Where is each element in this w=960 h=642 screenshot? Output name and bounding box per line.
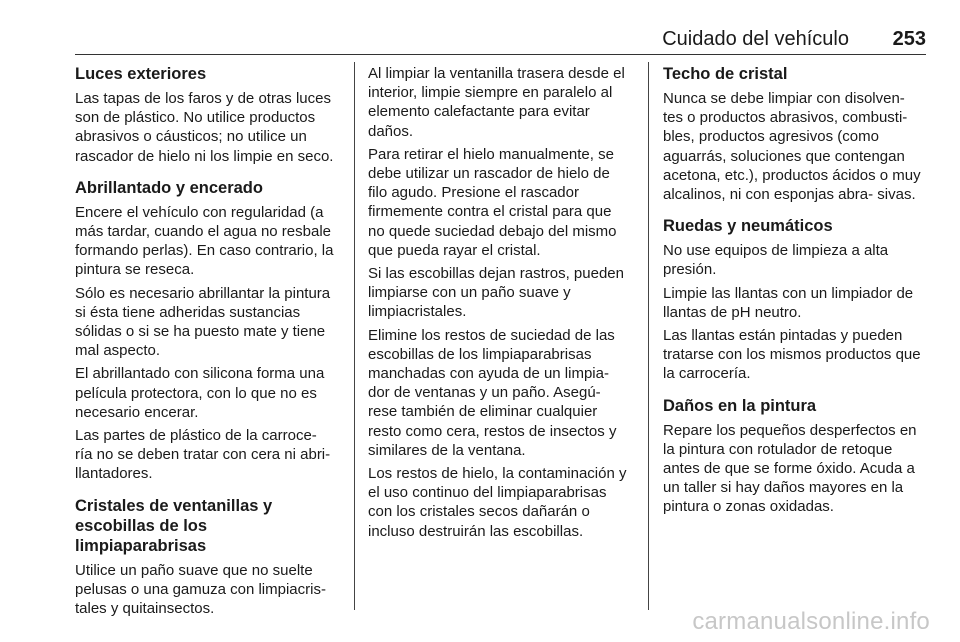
header-rule [75,54,926,55]
column-divider-2 [648,62,649,610]
heading-ruedas: Ruedas y neumáticos [663,217,833,236]
paragraph: Para retirar el hielo manualmente, se debe utilizar un rascador de hielo de filo agudo. Presione el rascador firmemente contra el cristal para que no quede suciedad debajo del mismo que pueda rayar el cristal. [368,145,617,259]
paragraph: Las llantas están pintadas y pueden tratarse con los mismos productos que la carrocería. [663,327,921,383]
paragraph: Encere el vehículo con regularidad (a más tardar, cuando el agua no resbale formando perlas). En caso contrario, la pintura se reseca. [75,203,334,279]
section-pintura [663,396,925,517]
paragraph: Las partes de plástico de la carroce- ría no se deben tratar con cera ni abri- llantadores. [75,427,331,483]
heading-cristales: Cristales de ventanillas y escobillas de los limpiaparabrisas [75,496,273,555]
section-ruedas [663,216,925,383]
column-divider-1 [354,62,355,610]
section-luces-exteriores [75,64,337,166]
paragraph: Elimine los restos de suciedad de las escobillas de los limpiaparabrisas manchadas con ayuda de un limpia- dor de ventanas y un paño. Asegú- rese también de eliminar cualquier resto como cera, restos de insectos y similares de la ventana. [368,326,617,459]
page-number: 253 [892,28,926,50]
paragraph: Las tapas de los faros y de otras luces son de plástico. No utilice productos abrasivos o cáusticos; no utilice un rascador de hielo ni los limpie en seco. [75,90,334,165]
column-2 [368,64,630,545]
column-3 [663,64,925,529]
watermark: carmanualsonline.info [692,608,930,635]
paragraph: Al limpiar la ventanilla trasera desde el interior, limpie siempre en paralelo al elemento calefactante para evitar daños. [368,65,625,140]
paragraph: Utilice un paño suave que no suelte pelusas o una gamuza con limpiacris- tales y quitainsectos. [75,561,326,618]
heading-luces-exteriores: Luces exteriores [75,65,207,83]
paragraph: Los restos de hielo, la contaminación y el uso continuo del limpiaparabrisas con los cristales secos dañarán o incluso destruirán las escobillas. [368,465,627,540]
paragraph: Nunca se debe limpiar con disolven- tes o productos abrasivos, combusti- bles, productos agresivos (como aguarrás, soluciones que contengan acetona, etc.), productos ácidos o muy alcalinos, ni con esponjas abra- sivas. [663,90,921,204]
heading-pintura: Daños en la pintura [663,396,817,415]
paragraph: Sólo es necesario abrillantar la pintura si ésta tiene adheridas sustancias sólidas o si se ha puesto mate y tiene mal aspecto. [75,284,331,360]
section-title: Cuidado del vehículo [662,28,849,50]
heading-techo-cristal: Techo de cristal [663,65,788,83]
section-cristales [75,496,337,619]
paragraph: Si las escobillas dejan rastros, pueden limpiarse con un paño suave y limpiacristales. [368,265,624,321]
paragraph: Limpie las llantas con un limpiador de llantas de pH neutro. [663,284,914,321]
section-abrillantado [75,178,337,484]
paragraph: Repare los pequeños desperfectos en la pintura con rotulador de retoque antes de que se forme óxido. Acuda a un taller si hay daños mayores en la pintura o zonas oxidadas. [663,421,917,516]
section-techo-cristal [663,64,925,204]
page-header [75,27,926,51]
paragraph: El abrillantado con silicona forma una película protectora, con lo que no es necesario encerar. [75,365,325,421]
paragraph: No use equipos de limpieza a alta presión. [663,242,889,279]
heading-abrillantado: Abrillantado y encerado [75,178,263,197]
column-1 [75,64,337,630]
